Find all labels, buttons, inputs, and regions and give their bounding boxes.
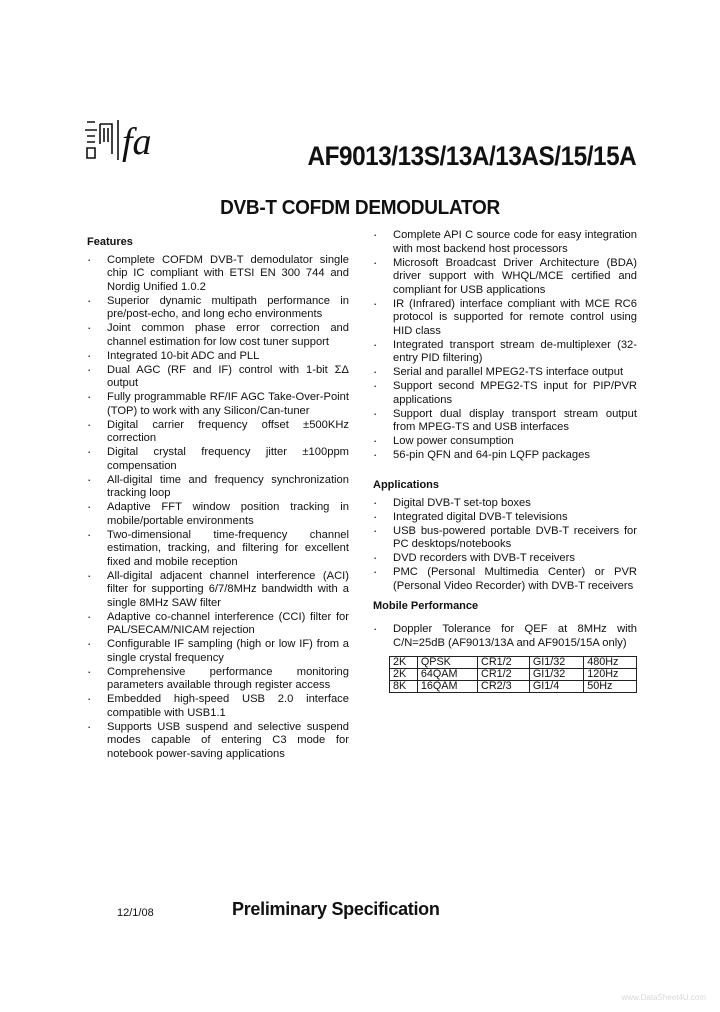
features-continued-list xyxy=(373,229,637,463)
feature-item: · Fully programmable RF/IF AGC Take-Over-Point (TOP) to work with any Silicon/Can-tuner xyxy=(87,391,349,418)
feature-item: · Joint common phase error correction and channel estimation for low cost tuner support xyxy=(87,322,349,349)
features-heading: Features xyxy=(87,236,133,248)
application-item: · PMC (Personal Multimedia Center) or PVR (Personal Video Recorder) with DVB-T receivers xyxy=(373,566,637,593)
table-row xyxy=(390,657,637,669)
table-cell: GI1/32 xyxy=(529,669,583,681)
afatech-logo xyxy=(84,116,174,168)
feature-item: · All-digital time and frequency synchronization tracking loop xyxy=(87,474,349,501)
feature-item: · All-digital adjacent channel interference (ACI) filter for supporting 6/7/8MHz bandwidth with a single 8MHz SAW filter xyxy=(87,570,349,611)
feature-item: · Superior dynamic multipath performance in pre/post-echo, and long echo environments xyxy=(87,295,349,322)
footer-date: 12/1/08 xyxy=(117,907,154,919)
application-item: · Integrated digital DVB-T televisions xyxy=(373,511,637,525)
table-cell: CR1/2 xyxy=(478,669,530,681)
mobile-performance-heading: Mobile Performance xyxy=(373,599,479,612)
application-item: · USB bus-powered portable DVB-T receivers for PC desktops/notebooks xyxy=(373,525,637,552)
table-cell: 480Hz xyxy=(584,657,637,669)
table-cell: CR2/3 xyxy=(478,681,530,693)
feature-item: · Complete API C source code for easy integration with most backend host processors xyxy=(373,229,637,256)
mobile-performance-item: · Doppler Tolerance for QEF at 8MHz with C/N=25dB (AF9013/13A and AF9015/15A only) xyxy=(373,623,637,650)
feature-item: · Digital carrier frequency offset ±500KHz correction xyxy=(87,419,349,446)
feature-item: · Low power consumption xyxy=(373,435,637,449)
feature-item: · Support dual display transport stream output from MPEG-TS and USB interfaces xyxy=(373,408,637,435)
applications-list xyxy=(373,497,637,594)
feature-item: · Two-dimensional time-frequency channel estimation, tracking, and filtering for excellent fixed and mobile reception xyxy=(87,529,349,570)
table-cell: GI1/4 xyxy=(529,681,583,693)
feature-item: · IR (Infrared) interface compliant with MCE RC6 protocol is supported for remote control using HID class xyxy=(373,298,637,339)
feature-item: · Embedded high-speed USB 2.0 interface compatible with USB1.1 xyxy=(87,693,349,720)
table-cell: 64QAM xyxy=(417,669,477,681)
document-title: AF9013/13S/13A/13AS/15/15A xyxy=(307,141,636,171)
watermark: www.DataSheet4U.com xyxy=(621,993,706,1002)
table-row xyxy=(390,681,637,693)
features-list xyxy=(87,254,349,762)
feature-item: · Comprehensive performance monitoring parameters available through register access xyxy=(87,666,349,693)
table-cell: 2K xyxy=(390,669,418,681)
table-row xyxy=(390,669,637,681)
table-cell: CR1/2 xyxy=(478,657,530,669)
applications-heading: Applications xyxy=(373,479,440,491)
svg-text:fa: fa xyxy=(122,121,152,163)
application-item: · Digital DVB-T set-top boxes xyxy=(373,497,637,511)
feature-item: · Adaptive co-channel interference (CCI) filter for PAL/SECAM/NICAM rejection xyxy=(87,611,349,638)
footer-status: Preliminary Specification xyxy=(232,899,440,919)
feature-item: · Integrated 10-bit ADC and PLL xyxy=(87,350,349,364)
table-cell: 120Hz xyxy=(584,669,637,681)
feature-item: · 56-pin QFN and 64-pin LQFP packages xyxy=(373,449,637,463)
table-cell: 16QAM xyxy=(417,681,477,693)
application-item: · DVD recorders with DVB-T receivers xyxy=(373,552,637,566)
mobile-performance-list xyxy=(373,623,637,650)
feature-item: · Dual AGC (RF and IF) control with 1-bit ΣΔ output xyxy=(87,364,349,391)
feature-item: · Adaptive FFT window position tracking in mobile/portable environments xyxy=(87,501,349,528)
feature-item: · Microsoft Broadcast Driver Architecture (BDA) driver support with WHQL/MCE certified and compliant for USB applications xyxy=(373,257,637,298)
afatech-logo-mark xyxy=(84,116,174,168)
table-cell: GI1/32 xyxy=(529,657,583,669)
right-column xyxy=(373,229,637,693)
doppler-table xyxy=(389,656,637,693)
feature-item: · Integrated transport stream de-multiplexer (32-entry PID filtering) xyxy=(373,339,637,366)
table-cell: QPSK xyxy=(417,657,477,669)
feature-item: · Digital crystal frequency jitter ±100ppm compensation xyxy=(87,446,349,473)
feature-item: · Configurable IF sampling (high or low IF) from a single crystal frequency xyxy=(87,638,349,665)
table-cell: 2K xyxy=(390,657,418,669)
feature-item: · Supports USB suspend and selective suspend modes capable of entering C3 mode for notebook power-saving applications xyxy=(87,721,349,762)
table-cell: 50Hz xyxy=(584,681,637,693)
left-column xyxy=(87,236,349,762)
document-subtitle: DVB-T COFDM DEMODULATOR xyxy=(220,197,500,219)
feature-item: · Serial and parallel MPEG2-TS interface output xyxy=(373,366,637,380)
feature-item: · Support second MPEG2-TS input for PIP/PVR applications xyxy=(373,380,637,407)
feature-item: · Complete COFDM DVB-T demodulator single chip IC compliant with ETSI EN 300 744 and Nordig Unified 1.0.2 xyxy=(87,254,349,295)
table-cell: 8K xyxy=(390,681,418,693)
